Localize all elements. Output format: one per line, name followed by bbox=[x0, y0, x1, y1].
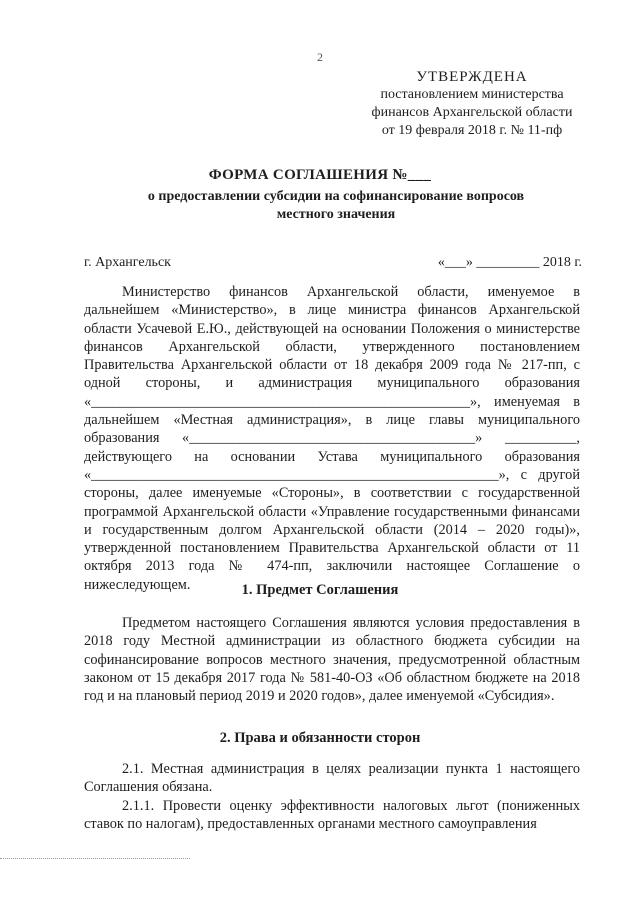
approval-line: финансов Архангельской области bbox=[371, 105, 573, 120]
section-2-heading: 2. Права и обязанности сторон bbox=[219, 730, 421, 746]
approval-stamp-block bbox=[352, 68, 592, 140]
place-of-signing: г. Архангельск bbox=[84, 255, 171, 270]
preamble-section bbox=[84, 283, 580, 594]
footer-divider bbox=[0, 858, 190, 859]
approval-line: от 19 февраля 2018 г. № 11-пф bbox=[381, 123, 563, 138]
approval-line: постановлением министерства bbox=[380, 87, 564, 102]
date-field: «___» _________ 2018 г. bbox=[437, 255, 582, 270]
preamble-paragraph: Министерство финансов Архангельской области, именуемое в дальнейшем «Министерство», в лице министра финансов Архангельской области Усачевой Е.Ю., действующей на основании Положения о министерстве финансов Архангельской области, утвержденного постановлением Правительства Архангельской области от 18 декабря 2009 года № 217-пп, с одной стороны, и администрация муниципального образования «_____________________________________________________», именуемая в дальнейшем «Местная администрация», в лице главы муниципального образования «________________________________________» __________, действующего на основании Устава муниципального образования «_________________________________________________________», с другой стороны, далее именуемые «Стороны», в соответствии с государственной программой Архангельской области «Управление государственными финансами и государственным долгом Архангельской области (2014 – 2020 годы)», утвержденной постановлением Правительства Архангельской области от 11 октября 2013 года № 474-пп, заключили настоящее Соглашение о нижеследующем. bbox=[84, 284, 580, 593]
section-1-body bbox=[84, 614, 580, 705]
document-subtitle: о предоставлении субсидии на софинансирование вопросов местного значения bbox=[147, 189, 525, 222]
document-title: ФОРМА СОГЛАШЕНИЯ №___ bbox=[208, 167, 432, 183]
section-1-heading: 1. Предмет Соглашения bbox=[241, 582, 399, 598]
approval-stamp-heading: УТВЕРЖДЕНА bbox=[416, 69, 528, 85]
section-2-paragraph-2-1: 2.1. Местная администрация в целях реализации пункта 1 настоящего Соглашения обязана. bbox=[84, 761, 580, 796]
page-number: 2 bbox=[317, 50, 323, 64]
section-2-body bbox=[84, 760, 580, 833]
section-2-paragraph-2-1-1: 2.1.1. Провести оценку эффективности налоговых льгот (пониженных ставок по налогам), предоставленных органами местного самоуправления bbox=[84, 797, 580, 832]
section-1-paragraph: Предметом настоящего Соглашения являются условия предоставления в 2018 году Местной администрации из областного бюджета субсидии на софинансирование вопросов местного значения, предусмотренной областным законом от 15 декабря 2017 года № 581-40-ОЗ «Об областном бюджете на 2018 год и на плановый период 2019 и 2020 годов», далее именуемой «Субсидия». bbox=[84, 615, 580, 705]
